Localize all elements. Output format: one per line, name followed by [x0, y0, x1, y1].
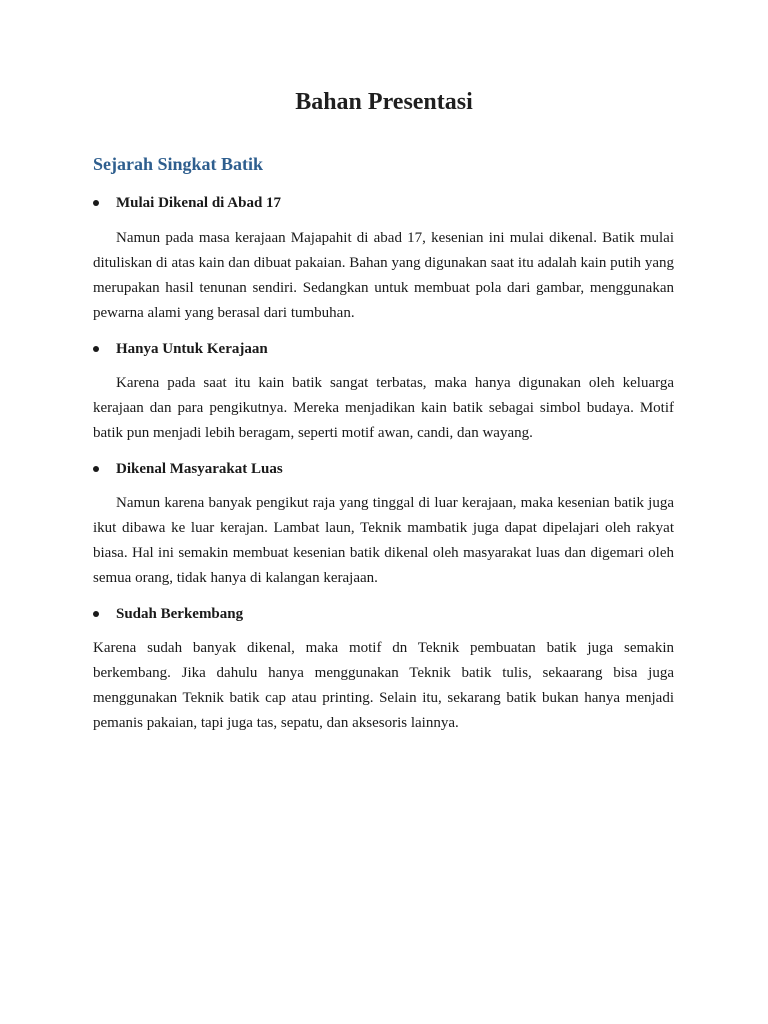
- paragraph: Namun pada masa kerajaan Majapahit di abad 17, kesenian ini mulai dikenal. Batik mulai dituliskan di atas kain dan dibuat pakaian. Bahan yang digunakan saat itu adalah kain putih yang merupakan hasil tenunan sendiri. Sedangkan untuk membuat pola dari gambar, menggunakan pewarna alami yang berasal dari tumbuhan.: [93, 230, 674, 321]
- bullet-label: Mulai Dikenal di Abad 17: [116, 195, 282, 211]
- bullet-dot-icon: [93, 611, 99, 617]
- document-title: Bahan Presentasi: [295, 89, 473, 115]
- bullet-label: Dikenal Masyarakat Luas: [116, 461, 283, 477]
- section-heading: Sejarah Singkat Batik: [93, 154, 264, 174]
- paragraph: Namun karena banyak pengikut raja yang tinggal di luar kerajaan, maka kesenian batik juga ikut dibawa ke luar kerajan. Lambat laun, Teknik mambatik juga dapat dipelajari oleh rakyat biasa. Hal ini semakin membuat kesenian batik dikenal oleh masyarakat luas dan digemari oleh semua orang, tidak hanya di kalangan kerajaan.: [93, 495, 674, 586]
- paragraph: Karena sudah banyak dikenal, maka motif dn Teknik pembuatan batik juga semakin berkembang. Jika dahulu hanya menggunakan Teknik batik tulis, sekaarang bisa juga menggunakan Teknik batik cap atau printing. Selain itu, sekarang batik bukan hanya menjadi pemanis pakaian, tapi juga tas, sepatu, dan aksesoris lainnya.: [93, 640, 674, 731]
- bullet-dot-icon: [93, 346, 99, 352]
- bullet-label: Hanya Untuk Kerajaan: [116, 341, 268, 357]
- bullet-label: Sudah Berkembang: [116, 606, 244, 622]
- bullet-dot-icon: [93, 466, 99, 472]
- paragraph: Karena pada saat itu kain batik sangat terbatas, maka hanya digunakan oleh keluarga kerajaan dan para pengikutnya. Mereka menjadikan kain batik sebagai simbol budaya. Motif batik pun menjadi lebih beragam, seperti motif awan, candi, dan wayang.: [93, 375, 674, 441]
- bullet-dot-icon: [93, 200, 99, 206]
